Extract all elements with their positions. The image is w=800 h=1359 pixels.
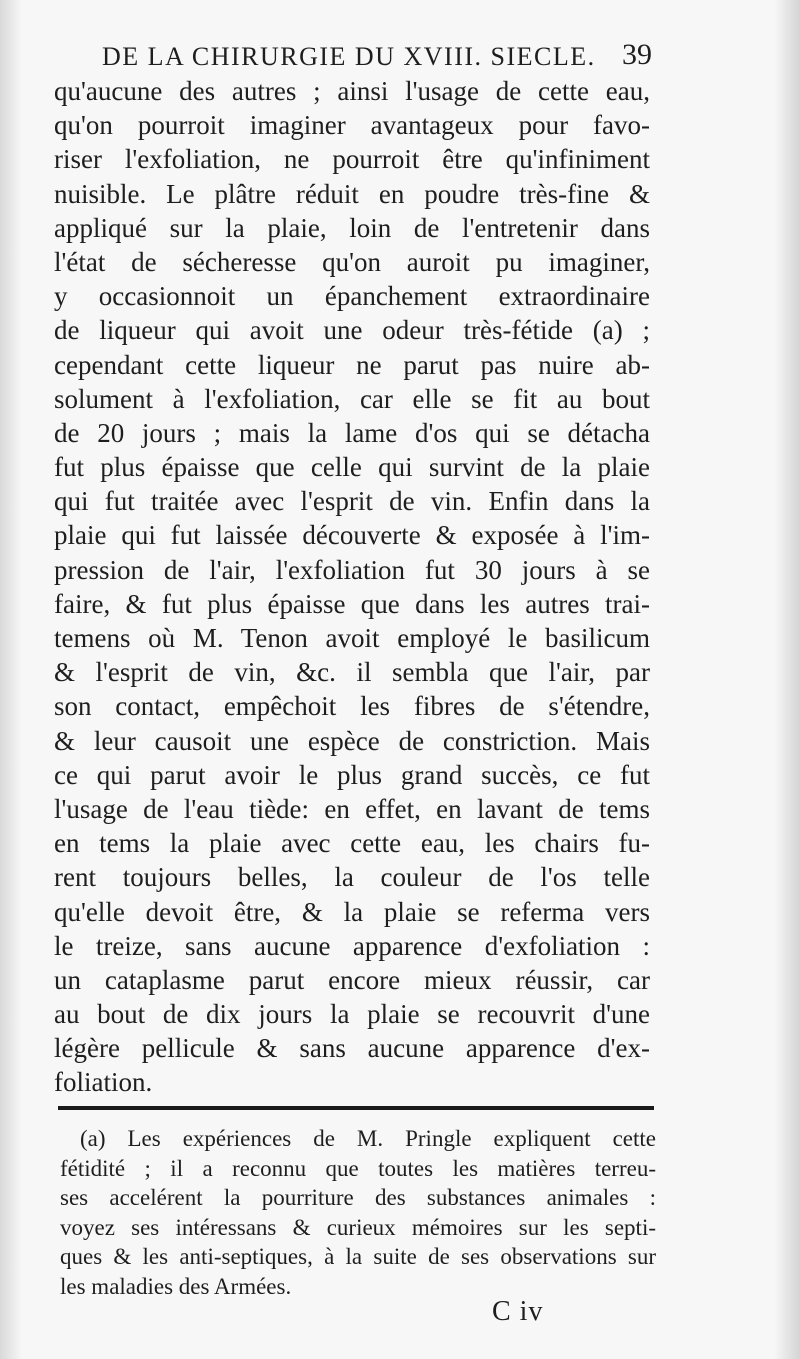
text-line: fut plus épaisse que celle qui survint de la plaie [54,452,650,483]
text-line: le treize, sans aucune apparence d'exfoliation : [54,930,650,961]
main-text [54,74,654,1100]
text-line: pression de l'air, l'exfoliation fut 30 jours à se [54,554,650,585]
text-line: nuisible. Le plâtre réduit en poudre très-fine & [54,178,650,209]
footnote-line: ques & les anti-septiques, à la suite de ses observations sur [60,1244,656,1270]
page-number: 39 [622,38,652,71]
text-line: qu'elle devoit être, & la plaie se referma vers [54,896,650,927]
signature-mark: C iv [492,1296,544,1327]
text-line: l'usage de l'eau tiède: en effet, en lavant de tems [54,793,650,824]
text-line: qu'on pourroit imaginer avantageux pour favo- [54,110,650,141]
footnote-rule [58,1106,654,1110]
text-line: de 20 jours ; mais la lame d'os qui se détacha [54,417,650,448]
text-line: appliqué sur la plaie, loin de l'entretenir dans [54,212,650,243]
running-head: DE LA CHIRURGIE DU XVIII. SIECLE. [102,42,596,71]
text-line: y occasionnoit un épanchement extraordinaire [54,281,650,312]
text-line: qui fut traitée avec l'esprit de vin. Enfin dans la [54,486,650,517]
text-line: temens où M. Tenon avoit employé le basilicum [54,623,650,653]
page-edge-right [774,0,800,1359]
text-line: qu'aucune des autres ; ainsi l'usage de cette eau, [54,76,650,106]
text-line: l'état de sécheresse qu'on auroit pu imaginer, [54,246,650,277]
text-line: faire, & fut plus épaisse que dans les autres trai- [54,588,650,619]
footnote [60,1124,658,1302]
footnote-line: les maladies des Armées. [60,1273,292,1299]
footnote-line: (a) Les expériences de M. Pringle expliquent cette [80,1126,656,1151]
footnote-line: fétidité ; il a reconnu que toutes les matières terreu- [60,1155,656,1181]
text-line: & l'esprit de vin, &c. il sembla que l'air, par [54,657,650,688]
text-line: rent toujours belles, la couleur de l'os telle [54,862,650,893]
text-line: ce qui parut avoir le plus grand succès, ce fut [54,759,650,790]
text-line: solument à l'exfoliation, car elle se fit au bout [54,383,650,414]
footnote-line: ses accelérent la pourriture des substances animales : [60,1185,656,1211]
text-line: légère pellicule & sans aucune apparence d'ex- [54,1033,650,1064]
text-line: un cataplasme parut encore mieux réussir, car [54,964,650,995]
text-line: riser l'exfoliation, ne pourroit être qu'infiniment [54,144,650,175]
text-line: de liqueur qui avoit une odeur très-fétide (a) ; [54,315,650,346]
text-line: son contact, empêchoit les fibres de s'étendre, [54,691,650,722]
text-line: foliation. [54,1067,153,1098]
footnote-line: voyez ses intéressans & curieux mémoires sur les septi- [60,1214,656,1240]
text-line: au bout de dix jours la plaie se recouvrit d'une [54,999,650,1030]
text-line: & leur causoit une espèce de constriction. Mais [54,725,650,756]
text-line: plaie qui fut laissée découverte & exposée à l'im- [54,520,650,551]
text-line: cependant cette liqueur ne parut pas nuire ab- [54,349,650,380]
text-line: en tems la plaie avec cette eau, les chairs fu- [54,828,650,859]
page-edge-left [0,0,22,1359]
